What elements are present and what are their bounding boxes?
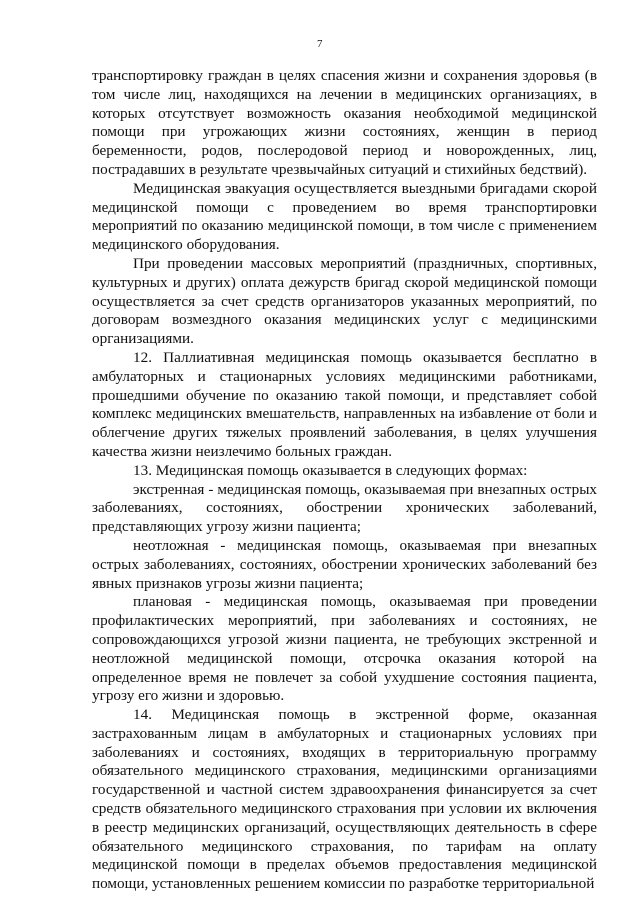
document-body bbox=[92, 67, 597, 894]
page-number: 7 bbox=[317, 38, 323, 50]
paragraph-item-12: 12. Паллиативная медицинская помощь оказывается бесплатно в амбулаторных и стационарных условиях медицинскими работниками, прошедшими обучение по оказанию такой помощи, и представляет собой комплекс медицинских вмешательств, направленных на избавление от боли и облегчение других тяжелых проявлений заболевания, в целях улучшения качества жизни неизлечимо больных граждан. bbox=[92, 348, 597, 460]
paragraph-item-14: 14. Медицинская помощь в экстренной форме, оказанная застрахованным лицам в амбулаторных и стационарных условиях при заболеваниях и состояниях, входящих в территориальную программу обязательного медицинского страхования, медицинскими организациями государственной и частной систем здравоохранения финансируется за счет средств обязательного медицинского страхования при условии их включения в реестр медицинских организаций, осуществляющих деятельность в сфере обязательного медицинского страхования, по тарифам на оплату медицинской помощи в пределах объемов предоставления медицинской помощи, установленных решением комиссии по разработке территориальной bbox=[92, 706, 597, 893]
paragraph-medical-evacuation: Медицинская эвакуация осуществляется выездными бригадами скорой медицинской помощи с проведением во время транспортировки мероприятий по оказанию медицинской помощи, в том числе с применением медицинского оборудования. bbox=[92, 179, 597, 254]
paragraph-item-13: 13. Медицинская помощь оказывается в следующих формах: bbox=[133, 461, 528, 479]
paragraph-emergency-form: экстренная - медицинская помощь, оказываемая при внезапных острых заболеваниях, состояниях, обострении хронических заболеваний, представляющих угрозу жизни пациента; bbox=[92, 480, 597, 536]
paragraph-mass-events: При проведении массовых мероприятий (праздничных, спортивных, культурных и других) оплата дежурств бригад скорой медицинской помощи осуществляется за счет средств организаторов указанных мероприятий, по договорам возмездного оказания медицинских услуг с медицинскими организациями. bbox=[92, 254, 597, 348]
paragraph-urgent-form: неотложная - медицинская помощь, оказываемая при внезапных острых заболеваниях, состояниях, обострении хронических заболеваний без явных признаков угрозы жизни пациента; bbox=[92, 536, 597, 592]
paragraph-continuation: транспортировку граждан в целях спасения жизни и сохранения здоровья (в том числе лиц, находящихся на лечении в медицинских организациях, в которых отсутствует возможность оказания необходимой медицинской помощи при угрожающих жизни состояниях, женщин в период беременности, родов, послеродовой период и новорожденных, лиц, пострадавших в результате чрезвычайных ситуаций и стихийных бедствий). bbox=[92, 67, 597, 178]
paragraph-planned-form: плановая - медицинская помощь, оказываемая при проведении профилактических мероприятий, при заболеваниях и состояниях, не сопровождающихся угрозой жизни пациента, не требующих экстренной и неотложной медицинской помощи, отсрочка оказания которой на определенное время не повлечет за собой ухудшение состояния пациента, угрозу его жизни и здоровью. bbox=[92, 593, 597, 705]
